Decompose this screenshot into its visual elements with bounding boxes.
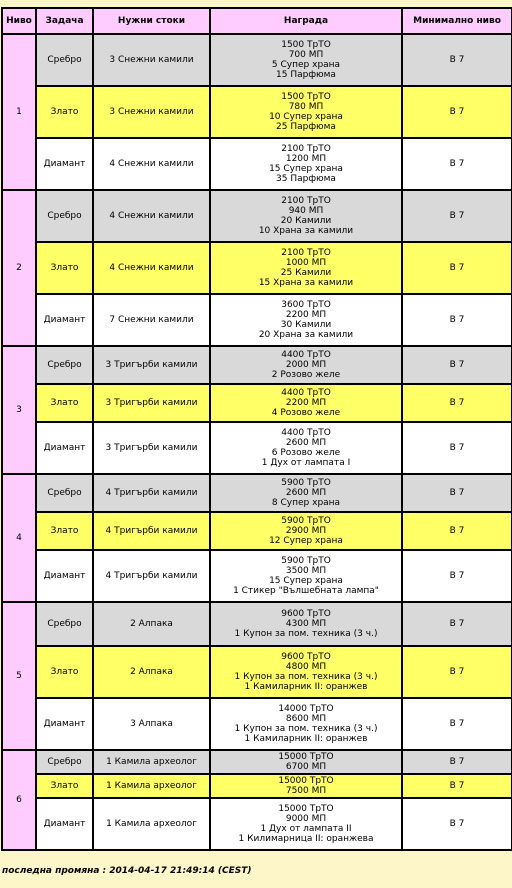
task-cell: Сребро — [36, 190, 93, 242]
reward-line: 780 МП — [288, 102, 324, 112]
goods-cell: 4 Тригърби камили — [93, 474, 210, 512]
task-cell: Злато — [36, 646, 93, 698]
reward-line: 9000 МП — [285, 814, 327, 824]
level-cell: 6 — [2, 750, 36, 850]
reward-line: 6700 МП — [285, 762, 327, 772]
task-cell: Диамант — [36, 422, 93, 474]
task-cell: Злато — [36, 512, 93, 550]
header-reward: Награда — [210, 8, 402, 34]
quest-row — [2, 190, 512, 242]
min-level-cell: В 7 — [402, 294, 512, 346]
reward-cell — [210, 384, 402, 422]
reward-line: 700 МП — [288, 50, 324, 60]
goods-cell: 1 Камила археолог — [93, 798, 210, 850]
reward-line: 15 Супер храна — [269, 576, 343, 586]
min-level-cell: В 7 — [402, 774, 512, 798]
reward-line: 15000 ТрТО — [278, 776, 334, 786]
reward-line: 9600 ТрТО — [281, 652, 331, 662]
reward-cell — [210, 86, 402, 138]
reward-cell — [210, 698, 402, 750]
reward-line: 30 Камили — [280, 320, 332, 330]
header-row — [2, 8, 512, 34]
reward-cell — [210, 550, 402, 602]
level-cell: 5 — [2, 602, 36, 750]
task-cell: Сребро — [36, 750, 93, 774]
min-level-cell: В 7 — [402, 798, 512, 850]
header-task: Задача — [36, 8, 93, 34]
min-level-cell: В 7 — [402, 750, 512, 774]
min-level-cell: В 7 — [402, 422, 512, 474]
min-level-cell: В 7 — [402, 550, 512, 602]
task-cell: Злато — [36, 384, 93, 422]
quest-row — [2, 422, 512, 474]
reward-line: 4400 ТрТО — [281, 388, 331, 398]
reward-line: 8 Супер храна — [271, 498, 341, 508]
min-level-cell: В 7 — [402, 384, 512, 422]
task-cell: Диамант — [36, 698, 93, 750]
reward-line: 12 Супер храна — [269, 536, 343, 546]
reward-cell — [210, 798, 402, 850]
reward-line: 15 Супер храна — [269, 164, 343, 174]
quest-row — [2, 34, 512, 86]
reward-line: 8600 МП — [285, 714, 327, 724]
reward-line: 25 Камили — [280, 268, 332, 278]
goods-cell: 1 Камила археолог — [93, 774, 210, 798]
reward-line: 2200 МП — [285, 398, 327, 408]
quest-row — [2, 602, 512, 646]
goods-cell: 3 Алпака — [93, 698, 210, 750]
level-cell: 3 — [2, 346, 36, 474]
reward-cell — [210, 474, 402, 512]
goods-cell: 3 Снежни камили — [93, 34, 210, 86]
reward-line: 20 Камили — [280, 216, 332, 226]
reward-line: 5 Супер храна — [271, 60, 341, 70]
reward-line: 4300 МП — [285, 619, 327, 629]
min-level-cell: В 7 — [402, 34, 512, 86]
quest-row — [2, 242, 512, 294]
task-cell: Злато — [36, 774, 93, 798]
quest-row — [2, 294, 512, 346]
task-cell: Диамант — [36, 550, 93, 602]
reward-line: 1500 ТрТО — [281, 92, 331, 102]
reward-line: 1 Камиларник II: оранжев — [244, 734, 368, 744]
reward-line: 2100 ТрТО — [281, 248, 331, 258]
quest-row — [2, 798, 512, 850]
reward-line: 1 Купон за пом. техника (3 ч.) — [234, 672, 378, 682]
reward-cell — [210, 602, 402, 646]
reward-line: 1 Килимарница II: оранжева — [238, 834, 374, 844]
header-goods: Нужни стоки — [93, 8, 210, 34]
quest-row — [2, 550, 512, 602]
reward-line: 1000 МП — [285, 258, 327, 268]
quest-row — [2, 750, 512, 774]
reward-line: 5900 ТрТО — [281, 516, 331, 526]
quest-row — [2, 512, 512, 550]
task-cell: Злато — [36, 86, 93, 138]
reward-line: 2900 МП — [285, 526, 327, 536]
min-level-cell: В 7 — [402, 138, 512, 190]
quest-row — [2, 138, 512, 190]
quest-row — [2, 384, 512, 422]
last-modified: последна промяна : 2014-04-17 21:49:14 (CEST) — [2, 866, 252, 876]
reward-cell — [210, 422, 402, 474]
reward-line: 4400 ТрТО — [281, 428, 331, 438]
reward-line: 10 Храна за камили — [258, 226, 354, 236]
reward-line: 4800 МП — [285, 662, 327, 672]
reward-line: 940 МП — [288, 206, 324, 216]
reward-line: 2100 ТрТО — [281, 144, 331, 154]
reward-cell — [210, 346, 402, 384]
task-cell: Сребро — [36, 474, 93, 512]
reward-line: 15000 ТрТО — [278, 752, 334, 762]
reward-line: 9600 ТрТО — [281, 609, 331, 619]
reward-cell — [210, 774, 402, 798]
reward-line: 1 Стикер "Вълшебната лампа" — [233, 586, 379, 596]
goods-cell: 4 Снежни камили — [93, 138, 210, 190]
reward-line: 4400 ТрТО — [281, 350, 331, 360]
reward-line: 5900 ТрТО — [281, 478, 331, 488]
task-cell: Злато — [36, 242, 93, 294]
reward-cell — [210, 512, 402, 550]
goods-cell: 1 Камила археолог — [93, 750, 210, 774]
reward-line: 2100 ТрТО — [281, 196, 331, 206]
reward-line: 1 Купон за пом. техника (3 ч.) — [234, 629, 378, 639]
min-level-cell: В 7 — [402, 512, 512, 550]
goods-cell: 2 Алпака — [93, 646, 210, 698]
task-cell: Диамант — [36, 798, 93, 850]
reward-cell — [210, 646, 402, 698]
header-level: Ниво — [2, 8, 36, 34]
reward-line: 7500 МП — [285, 786, 327, 796]
reward-line: 2600 МП — [285, 488, 327, 498]
min-level-cell: В 7 — [402, 474, 512, 512]
goods-cell: 3 Тригърби камили — [93, 422, 210, 474]
quest-row — [2, 346, 512, 384]
reward-line: 1 Камиларник II: оранжев — [244, 682, 368, 692]
quest-row — [2, 86, 512, 138]
reward-line: 1500 ТрТО — [281, 40, 331, 50]
task-cell: Сребро — [36, 34, 93, 86]
goods-cell: 3 Тригърби камили — [93, 346, 210, 384]
reward-cell — [210, 34, 402, 86]
goods-cell: 3 Тригърби камили — [93, 384, 210, 422]
reward-line: 6 Розово желе — [271, 448, 341, 458]
quest-row — [2, 474, 512, 512]
task-cell: Сребро — [36, 346, 93, 384]
level-cell: 1 — [2, 34, 36, 190]
quest-row — [2, 774, 512, 798]
min-level-cell: В 7 — [402, 242, 512, 294]
quest-row — [2, 646, 512, 698]
level-cell: 4 — [2, 474, 36, 602]
goods-cell: 7 Снежни камили — [93, 294, 210, 346]
quest-table — [1, 7, 512, 851]
min-level-cell: В 7 — [402, 602, 512, 646]
goods-cell: 4 Тригърби камили — [93, 550, 210, 602]
reward-line: 15 Храна за камили — [258, 278, 354, 288]
min-level-cell: В 7 — [402, 86, 512, 138]
reward-line: 1 Дух от лампата I — [261, 458, 351, 468]
reward-line: 35 Парфюма — [276, 174, 336, 184]
reward-cell — [210, 242, 402, 294]
reward-line: 4 Розово желе — [271, 408, 341, 418]
reward-line: 2 Розово желе — [271, 370, 341, 380]
reward-cell — [210, 750, 402, 774]
task-cell: Сребро — [36, 602, 93, 646]
goods-cell: 4 Снежни камили — [93, 242, 210, 294]
min-level-cell: В 7 — [402, 646, 512, 698]
reward-line: 2000 МП — [285, 360, 327, 370]
header-min-level: Минимално ниво — [402, 8, 512, 34]
reward-cell — [210, 190, 402, 242]
reward-cell — [210, 294, 402, 346]
goods-cell: 4 Тригърби камили — [93, 512, 210, 550]
quest-body — [2, 34, 512, 850]
goods-cell: 4 Снежни камили — [93, 190, 210, 242]
reward-line: 2600 МП — [285, 438, 327, 448]
reward-line: 1200 МП — [285, 154, 327, 164]
task-cell: Диамант — [36, 294, 93, 346]
reward-line: 1 Дух от лампата II — [260, 824, 352, 834]
reward-line: 1 Купон за пом. техника (3 ч.) — [234, 724, 378, 734]
min-level-cell: В 7 — [402, 190, 512, 242]
min-level-cell: В 7 — [402, 698, 512, 750]
min-level-cell: В 7 — [402, 346, 512, 384]
reward-line: 15000 ТрТО — [278, 804, 334, 814]
reward-line: 25 Парфюма — [276, 122, 336, 132]
reward-cell — [210, 138, 402, 190]
reward-line: 10 Супер храна — [269, 112, 343, 122]
goods-cell: 3 Снежни камили — [93, 86, 210, 138]
reward-line: 15 Парфюма — [276, 70, 336, 80]
reward-line: 14000 ТрТО — [278, 704, 334, 714]
task-cell: Диамант — [36, 138, 93, 190]
goods-cell: 2 Алпака — [93, 602, 210, 646]
reward-line: 5900 ТрТО — [281, 556, 331, 566]
reward-line: 2200 МП — [285, 310, 327, 320]
reward-line: 3600 ТрТО — [281, 300, 331, 310]
quest-row — [2, 698, 512, 750]
level-cell: 2 — [2, 190, 36, 346]
reward-line: 20 Храна за камили — [258, 330, 354, 340]
reward-line: 3500 МП — [285, 566, 327, 576]
